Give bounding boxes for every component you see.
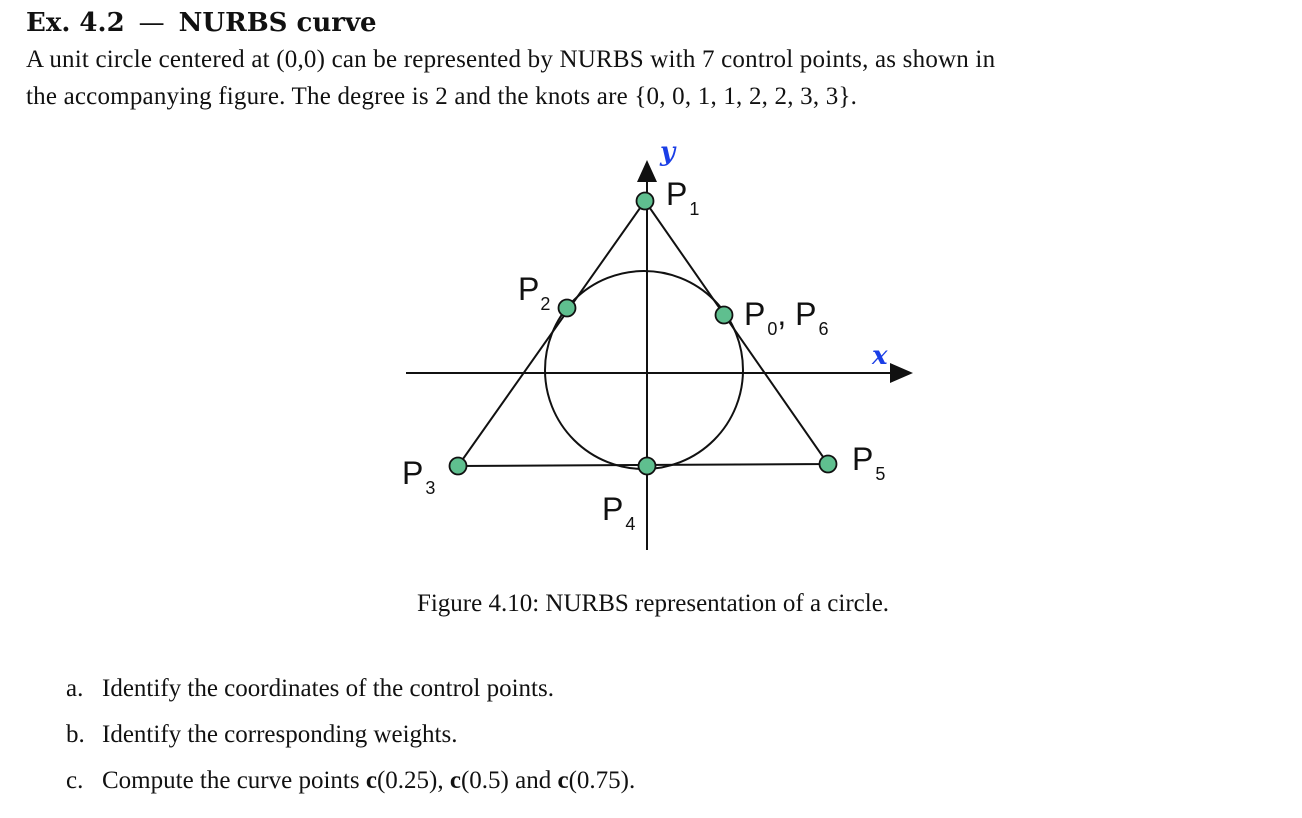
question-a-text: Identify the coordinates of the control points. [102,675,554,702]
control-point-p0-p6 [716,307,733,324]
intro-line-2: the accompanying figure. The degree is 2 and the knots are {0, 0, 1, 1, 2, 2, 3, 3}. [26,83,858,110]
control-point-p1 [637,193,654,210]
curve-symbol-2: c [449,767,461,794]
question-c-arg-1: (0.25), [376,767,450,794]
question-a [66,675,554,703]
x-axis-label: x [872,341,888,371]
control-point-p5 [820,456,837,473]
curve-symbol-1: c [365,767,377,794]
label-p3: P $_3$ [402,455,436,498]
question-a-label: a. [66,675,84,702]
y-axis-label: y [660,137,676,167]
question-c [66,767,635,795]
question-b [66,721,457,749]
curve-symbol-3: c [557,767,569,794]
header-dash: — [138,8,165,38]
figure-caption: Figure 4.10: NURBS representation of a circle. [416,590,890,617]
control-point-p3 [450,458,467,475]
intro-line-1: A unit circle centered at (0,0) can be represented by NURBS with 7 control points, as shown in [26,46,996,73]
label-p2: $P_2$ [518,271,551,314]
y-axis-arrow-icon [637,160,657,182]
question-b-label: b. [66,721,85,748]
exercise-number: Ex. 4.2 [26,8,125,38]
question-c-arg-2: (0.5) and [460,767,558,794]
control-point-p4 [639,458,656,475]
exercise-title: NURBS curve [178,8,377,38]
label-p5: P $_5$ [852,441,886,484]
label-p0-p6: P $_0$, P $_6$ [744,296,829,339]
question-c-label: c. [66,767,84,794]
question-b-text: Identify the corresponding weights. [102,721,458,748]
question-c-arg-3: (0.75). [568,767,636,794]
question-c-text-pre: Compute the curve points [102,767,366,794]
control-point-p2 [559,300,576,317]
label-p4: P $_4$ [602,491,636,534]
x-axis-arrow-icon [890,363,913,383]
label-p1: P $_1$ [666,176,700,219]
